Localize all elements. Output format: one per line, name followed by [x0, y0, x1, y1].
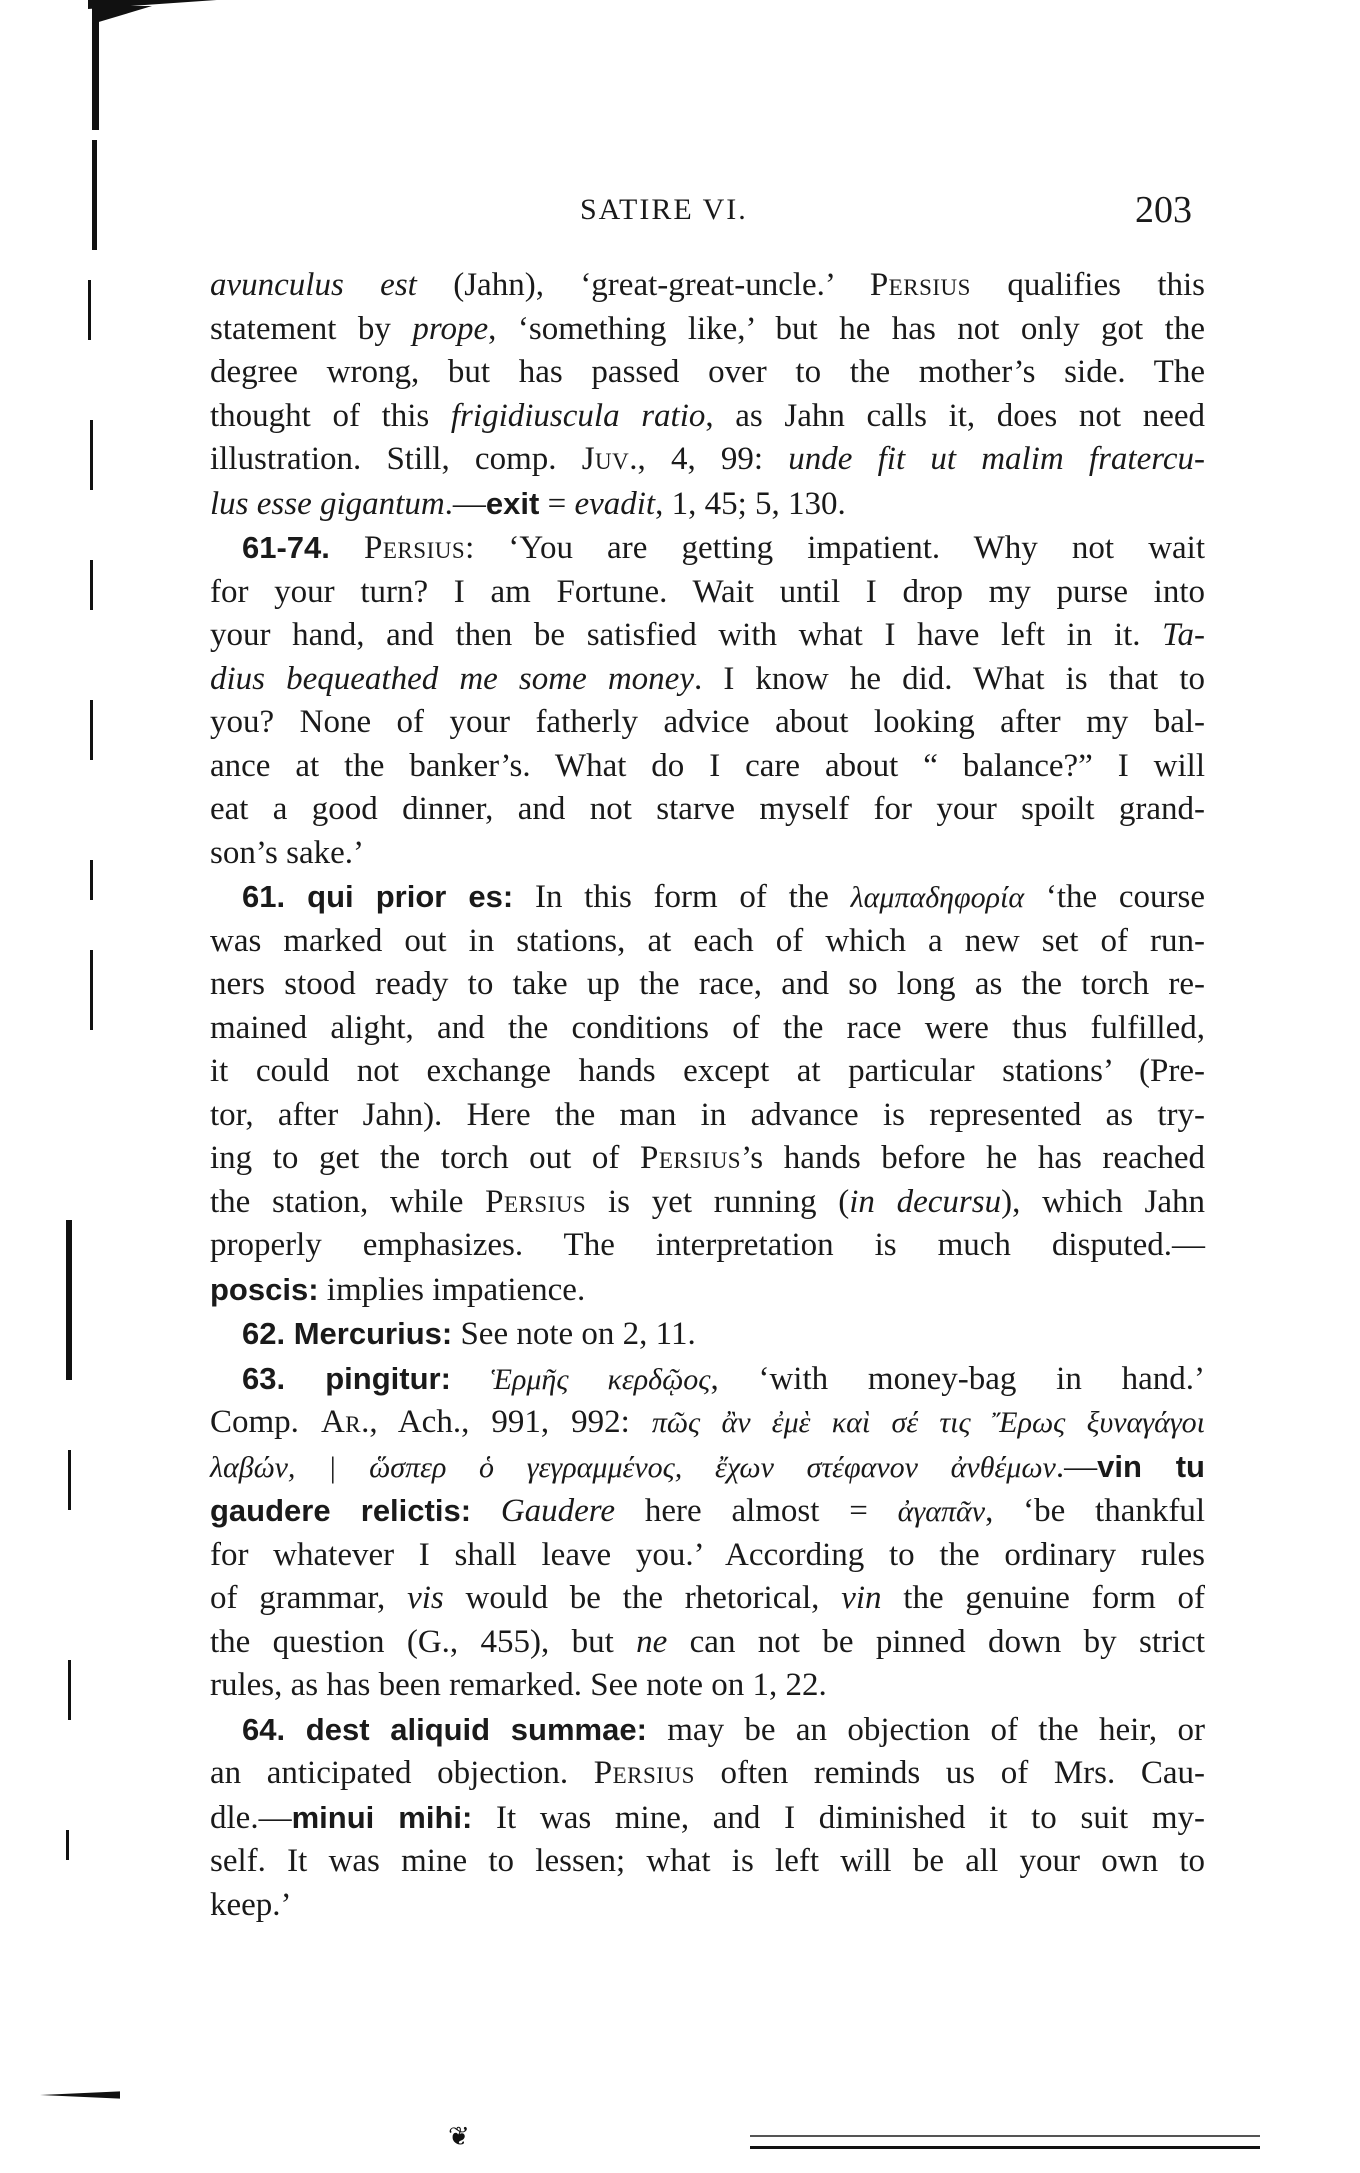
text-line: [210, 1445, 1205, 1490]
lemma: exit: [485, 485, 540, 521]
text-line: [210, 832, 1205, 876]
text-line: [210, 1577, 1205, 1621]
lemma: 61. qui prior es:: [242, 879, 514, 914]
italic-run: vin: [841, 1580, 882, 1616]
text-run: the station, while: [210, 1183, 486, 1220]
text-line: [210, 351, 1205, 395]
text-line: [210, 1181, 1205, 1225]
text-line: [210, 1621, 1205, 1665]
scan-corner-mark: [92, 6, 152, 24]
text-run: often reminds us of Mrs. Cau-: [694, 1755, 1205, 1791]
scan-margin-line: [88, 280, 91, 340]
text-run: It was mine, and I diminished it to suit my-: [472, 1799, 1206, 1836]
text-line: [210, 963, 1205, 1007]
text-run: , ‘something like,’ but he has not only got the: [488, 310, 1205, 347]
text-line: [210, 875, 1205, 920]
text-run: of grammar,: [210, 1580, 408, 1616]
small-caps-run: Persius: [485, 1183, 587, 1220]
text-line: [210, 482, 1205, 527]
text-run: : ‘You are getting impatient. Why not wait: [465, 530, 1206, 566]
text-run: rules, as has been remarked. See note on 1, 22.: [210, 1667, 827, 1703]
scan-margin-line: [90, 420, 93, 490]
text-run: illustration. Still, comp.: [210, 441, 582, 477]
text-run: your hand, and then be satisfied with what I have left in it.: [210, 617, 1163, 653]
scan-margin-line: [68, 1450, 71, 1510]
text-line: [210, 1840, 1205, 1884]
text-line: [210, 1137, 1205, 1181]
text-run: In this form of the: [513, 879, 851, 915]
text-line: [210, 264, 1205, 308]
text-line: [210, 395, 1205, 439]
text-run: it could not exchange hands except at particular stations’ (Pre-: [210, 1053, 1205, 1089]
text-run: [330, 530, 364, 566]
text-run: properly emphasizes. The interpretation is much disputed.—: [210, 1227, 1205, 1263]
italic-run: Gaudere: [500, 1493, 616, 1529]
text-run: [451, 1361, 491, 1397]
scan-margin-line: [68, 1660, 71, 1720]
text-run: degree wrong, but has passed over to the mother’s side. The: [210, 354, 1205, 390]
ornament-glyph: ❦: [448, 2122, 470, 2151]
italic-run: evadit: [574, 485, 656, 522]
italic-run: dius bequeathed me some money: [210, 660, 694, 697]
scan-arrow-mark: [40, 2086, 120, 2104]
text-line: [210, 1268, 1205, 1313]
greek-run: λαβών, | ὥσπερ ὁ γεγραμμένος, ἔχων στέφανον ἀνθέμων: [210, 1450, 1056, 1484]
text-line: [210, 1357, 1205, 1402]
text-run: for whatever I shall leave you.’ According to the ordinary rules: [210, 1536, 1205, 1573]
scan-margin-line: [66, 1830, 69, 1860]
text-line: [210, 701, 1205, 745]
text-run: , ‘be thankful: [985, 1493, 1206, 1529]
text-run: would be the rhetorical,: [443, 1580, 842, 1616]
scan-margin-line: [90, 860, 93, 900]
text-run: statement by: [210, 310, 413, 347]
text-run: qualifies this: [970, 267, 1206, 303]
text-run: =: [539, 485, 575, 522]
text-line: [210, 1050, 1205, 1094]
text-run: , ‘with money-bag in hand.’: [710, 1360, 1206, 1397]
text-line: [210, 1312, 1205, 1357]
text-run: ., 4, 99:: [629, 441, 789, 477]
lemma: 63. pingitur:: [242, 1360, 451, 1396]
lemma: 62. Mercurius:: [242, 1316, 453, 1351]
text-run: was marked out in stations, at each of which a new set of run-: [210, 922, 1205, 959]
scan-margin-line: [90, 560, 93, 610]
italic-run: in decursu: [849, 1183, 1002, 1220]
greek-run: ἀγαπᾶν: [897, 1495, 986, 1528]
text-run: here almost =: [615, 1493, 898, 1529]
text-run: self. It was mine to lessen; what is left will be all your own to: [210, 1843, 1205, 1879]
lemma: minui mihi:: [291, 1799, 473, 1835]
text-run: mained alight, and the conditions of the race were thus fulfilled,: [210, 1009, 1205, 1046]
text-line: [210, 1094, 1205, 1138]
text-run: is yet running (: [586, 1183, 850, 1220]
text-line: [210, 1796, 1205, 1841]
text-line: [210, 1708, 1205, 1753]
text-run: you? None of your fatherly advice about looking after my bal-: [210, 704, 1205, 740]
italic-run: prope: [412, 310, 489, 347]
lemma: gaudere relictis:: [210, 1493, 472, 1528]
text-line: [210, 1884, 1205, 1928]
lemma: 61-74.: [242, 530, 330, 565]
text-run: ‘the course: [1024, 879, 1205, 915]
small-caps-run: Persius: [593, 1755, 695, 1791]
scan-margin-line: [90, 700, 93, 760]
text-run: the genuine form of: [881, 1580, 1206, 1616]
text-run: keep.’: [210, 1886, 292, 1923]
text-line: [210, 308, 1205, 352]
text-run: .—: [444, 485, 486, 522]
text-run: ance at the banker’s. What do I care about “ balance?” I will: [210, 747, 1205, 784]
text-run: for your turn? I am Fortune. Wait until I drop my purse into: [210, 573, 1205, 610]
small-caps-run: Ar: [320, 1404, 362, 1440]
text-line: [210, 1007, 1205, 1051]
text-line: [210, 1752, 1205, 1796]
text-line: [210, 658, 1205, 702]
small-caps-run: Juv: [581, 441, 630, 477]
text-run: See note on 2, 11.: [452, 1316, 696, 1352]
scan-bottom-rule: [750, 2135, 1260, 2137]
lemma: poscis:: [210, 1271, 319, 1307]
text-run: (Jahn), ‘great-great-uncle.’: [416, 267, 870, 303]
italic-run: lus esse gigantum: [210, 485, 445, 522]
text-line: [210, 1224, 1205, 1268]
text-line: [210, 788, 1205, 832]
text-run: an anticipated objection.: [210, 1755, 594, 1791]
italic-run: frigidiuscula ratio: [450, 397, 706, 434]
text-run: may be an objection of the heir, or: [646, 1711, 1206, 1748]
text-run: dle.—: [210, 1799, 292, 1836]
text-line: [210, 745, 1205, 789]
text-line: [210, 920, 1205, 964]
italic-run: vis: [407, 1580, 444, 1616]
text-run: tor, after Jahn). Here the man in advance is represented as try-: [210, 1096, 1205, 1133]
text-run: the question (G., 455), but: [210, 1623, 637, 1660]
running-head: SATIRE VI.: [580, 193, 748, 226]
text-run: implies impatience.: [318, 1271, 586, 1308]
commentary-text: [210, 264, 1205, 1927]
greek-run: λαμπαδηφορία: [850, 881, 1025, 914]
text-line: [210, 571, 1205, 615]
text-run: ), which Jahn: [1001, 1183, 1205, 1220]
lemma: vin tu: [1097, 1448, 1205, 1484]
italic-run: avunculus est: [210, 267, 417, 303]
italic-run: ne: [636, 1623, 668, 1660]
text-run: ing to get the torch out of: [210, 1140, 640, 1176]
text-line: [210, 526, 1205, 571]
small-caps-run: Persius: [869, 267, 971, 303]
text-run: thought of this: [210, 397, 451, 434]
text-line: [210, 614, 1205, 658]
italic-run: unde fit ut malim fratercu-: [788, 441, 1205, 477]
greek-run: Ἑρμῆς κερδῷος: [490, 1362, 711, 1396]
small-caps-run: Persius: [364, 530, 466, 566]
text-line: [210, 1489, 1205, 1534]
text-run: . I know he did. What is that to: [693, 660, 1206, 697]
text-run: , 1, 45; 5, 130.: [655, 485, 846, 522]
text-run: .—: [1055, 1448, 1098, 1485]
text-run: son’s sake.’: [210, 834, 364, 871]
text-line: [210, 1401, 1205, 1445]
italic-run: Ta-: [1162, 617, 1205, 653]
text-run: ’s hands before he has reached: [741, 1140, 1205, 1176]
scan-margin-line: [92, 140, 97, 250]
scan-margin-line: [90, 950, 93, 1030]
scan-margin-line: [66, 1220, 72, 1380]
lemma: 64. dest aliquid summae:: [242, 1711, 647, 1747]
text-run: eat a good dinner, and not starve myself for your spoilt grand-: [210, 791, 1205, 827]
text-run: [471, 1493, 501, 1529]
greek-run: πῶς ἂν ἐμὲ καὶ σέ τις Ἔρως ξυναγάγοι: [651, 1406, 1206, 1439]
text-run: ., Ach., 991, 992:: [361, 1404, 652, 1440]
text-run: ners stood ready to take up the race, and so long as the torch re-: [210, 966, 1205, 1002]
text-run: can not be pinned down by strict: [667, 1623, 1205, 1660]
text-line: [210, 438, 1205, 482]
text-line: [210, 1534, 1205, 1578]
scan-bottom-rule: [750, 2146, 1260, 2149]
text-run: , as Jahn calls it, does not need: [705, 397, 1205, 434]
page-number: 203: [1135, 189, 1192, 231]
text-line: [210, 1664, 1205, 1708]
small-caps-run: Persius: [640, 1140, 742, 1176]
text-run: Comp.: [210, 1404, 321, 1440]
